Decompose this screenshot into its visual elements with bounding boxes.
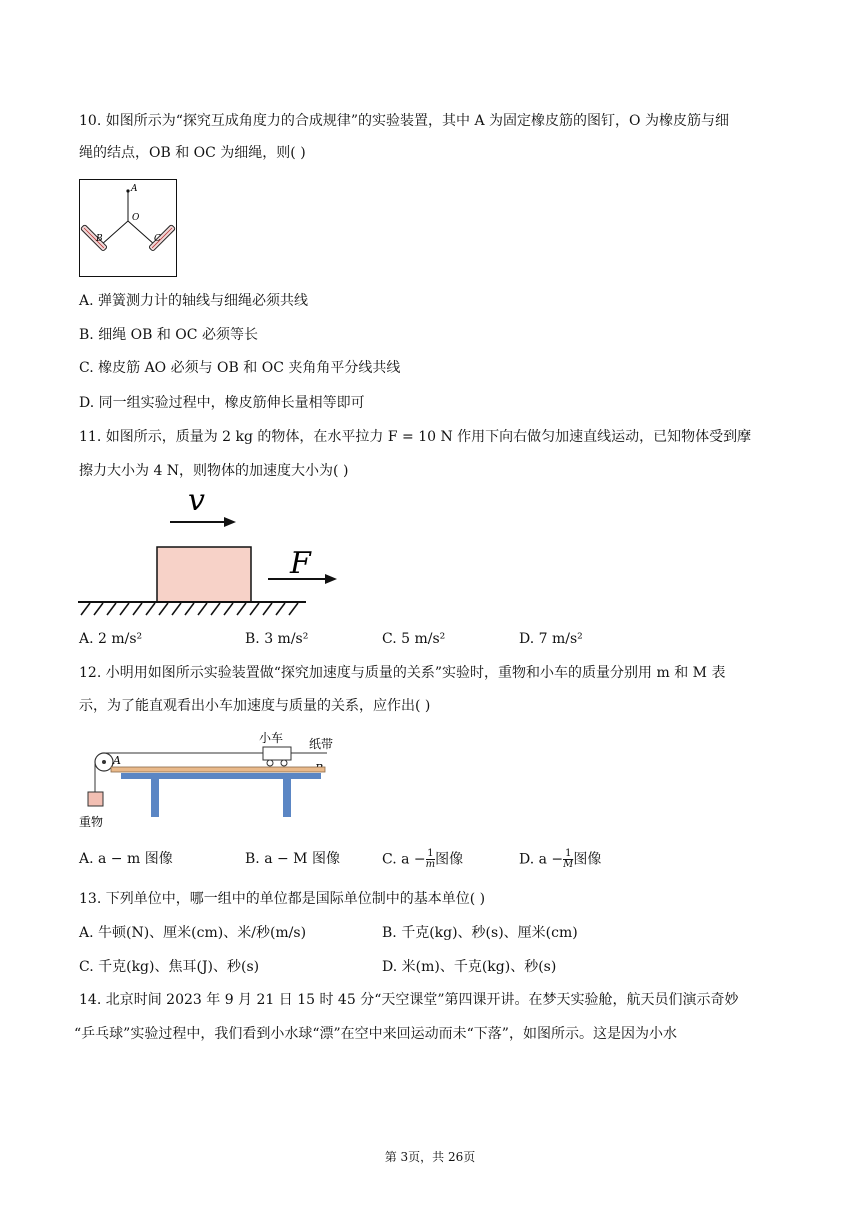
- hanging-weight: [88, 792, 103, 806]
- q10-stem-line1: 10. 如图所示为“探究互成角度力的合成规律”的实验装置，其中 A 为固定橡皮筋的图钉，O 为橡皮筋与细: [79, 113, 729, 129]
- board: [111, 767, 325, 772]
- q12-option-c: C. a − $\frac{1}{m}$ 图像: [382, 848, 464, 870]
- q12-stem-line2: 示，为了能直观看出小车加速度与质量的关系，应作出( ): [79, 698, 431, 714]
- q11-option-d: D. 7 m/s²: [519, 631, 583, 647]
- label-a: A: [131, 184, 138, 194]
- cart: [263, 747, 291, 760]
- q13-stem: 13. 下列单位中，哪一组中的单位都是国际单位制中的基本单位( ): [79, 891, 486, 907]
- q14-stem-line1: 14. 北京时间 2023 年 9 月 21 日 15 时 45 分“天空课堂”第四课开讲。在梦天实验舱，航天员们演示奇妙: [79, 992, 739, 1008]
- label-a: A: [113, 754, 121, 767]
- q10-stem-line2: 绳的结点，OB 和 OC 为细绳，则( ): [79, 145, 306, 161]
- force-label: F: [290, 546, 311, 581]
- label-b: B: [96, 234, 103, 244]
- cart-label: 小车: [259, 731, 284, 745]
- q11-figure: [78, 484, 348, 620]
- q12-option-a: A. a − m 图像: [79, 851, 173, 867]
- q10-figure: [79, 179, 177, 277]
- q13-option-d: D. 米(m)、千克(kg)、秒(s): [382, 959, 557, 975]
- q14-stem-line2: “乒乓球”实验过程中，我们看到小水球“漂”在空中来回运动而未“下落”，如图所示。这是因为小水: [74, 1026, 677, 1042]
- label-c: C: [154, 234, 161, 244]
- q11-option-a: A. 2 m/s²: [79, 631, 143, 647]
- q11-stem-line2: 擦力大小为 4 N，则物体的加速度大小为( ): [79, 463, 349, 479]
- table-top: [121, 773, 321, 779]
- page-footer: 第 3页，共 26页: [384, 1150, 476, 1164]
- q13-option-c: C. 千克(kg)、焦耳(J)、秒(s): [79, 959, 260, 975]
- velocity-label: v: [188, 484, 205, 518]
- label-o: O: [132, 213, 140, 223]
- q11-stem-line1: 11. 如图所示，质量为 2 kg 的物体，在水平拉力 F = 10 N 作用下向右做匀加速直线运动，已知物体受到摩: [79, 429, 752, 445]
- q10-option-b: B. 细绳 OB 和 OC 必须等长: [79, 327, 258, 343]
- q11-option-c: C. 5 m/s²: [382, 631, 446, 647]
- q10-option-d: D. 同一组实验过程中，橡皮筋伸长量相等即可: [79, 395, 365, 411]
- block: [157, 547, 251, 602]
- q12-stem-line1: 12. 小明用如图所示实验装置做“探究加速度与质量的关系”实验时，重物和小车的质量分别用 m 和 M 表: [79, 665, 726, 681]
- q13-option-a: A. 牛顿(N)、厘米(cm)、米/秒(m/s): [79, 925, 307, 941]
- q10-option-a: A. 弹簧测力计的轴线与细绳必须共线: [79, 293, 309, 309]
- q10-option-c: C. 橡皮筋 AO 必须与 OB 和 OC 夹角角平分线共线: [79, 360, 401, 376]
- weight-label: 重物: [79, 815, 104, 829]
- q12-option-d: D. a − $\frac{1}{M}$ 图像: [519, 848, 602, 870]
- q12-option-b: B. a − M 图像: [245, 851, 340, 867]
- q12-figure: [77, 730, 347, 832]
- tape-label: 纸带: [309, 737, 334, 751]
- q13-option-b: B. 千克(kg)、秒(s)、厘米(cm): [382, 925, 578, 941]
- q11-option-b: B. 3 m/s²: [245, 631, 309, 647]
